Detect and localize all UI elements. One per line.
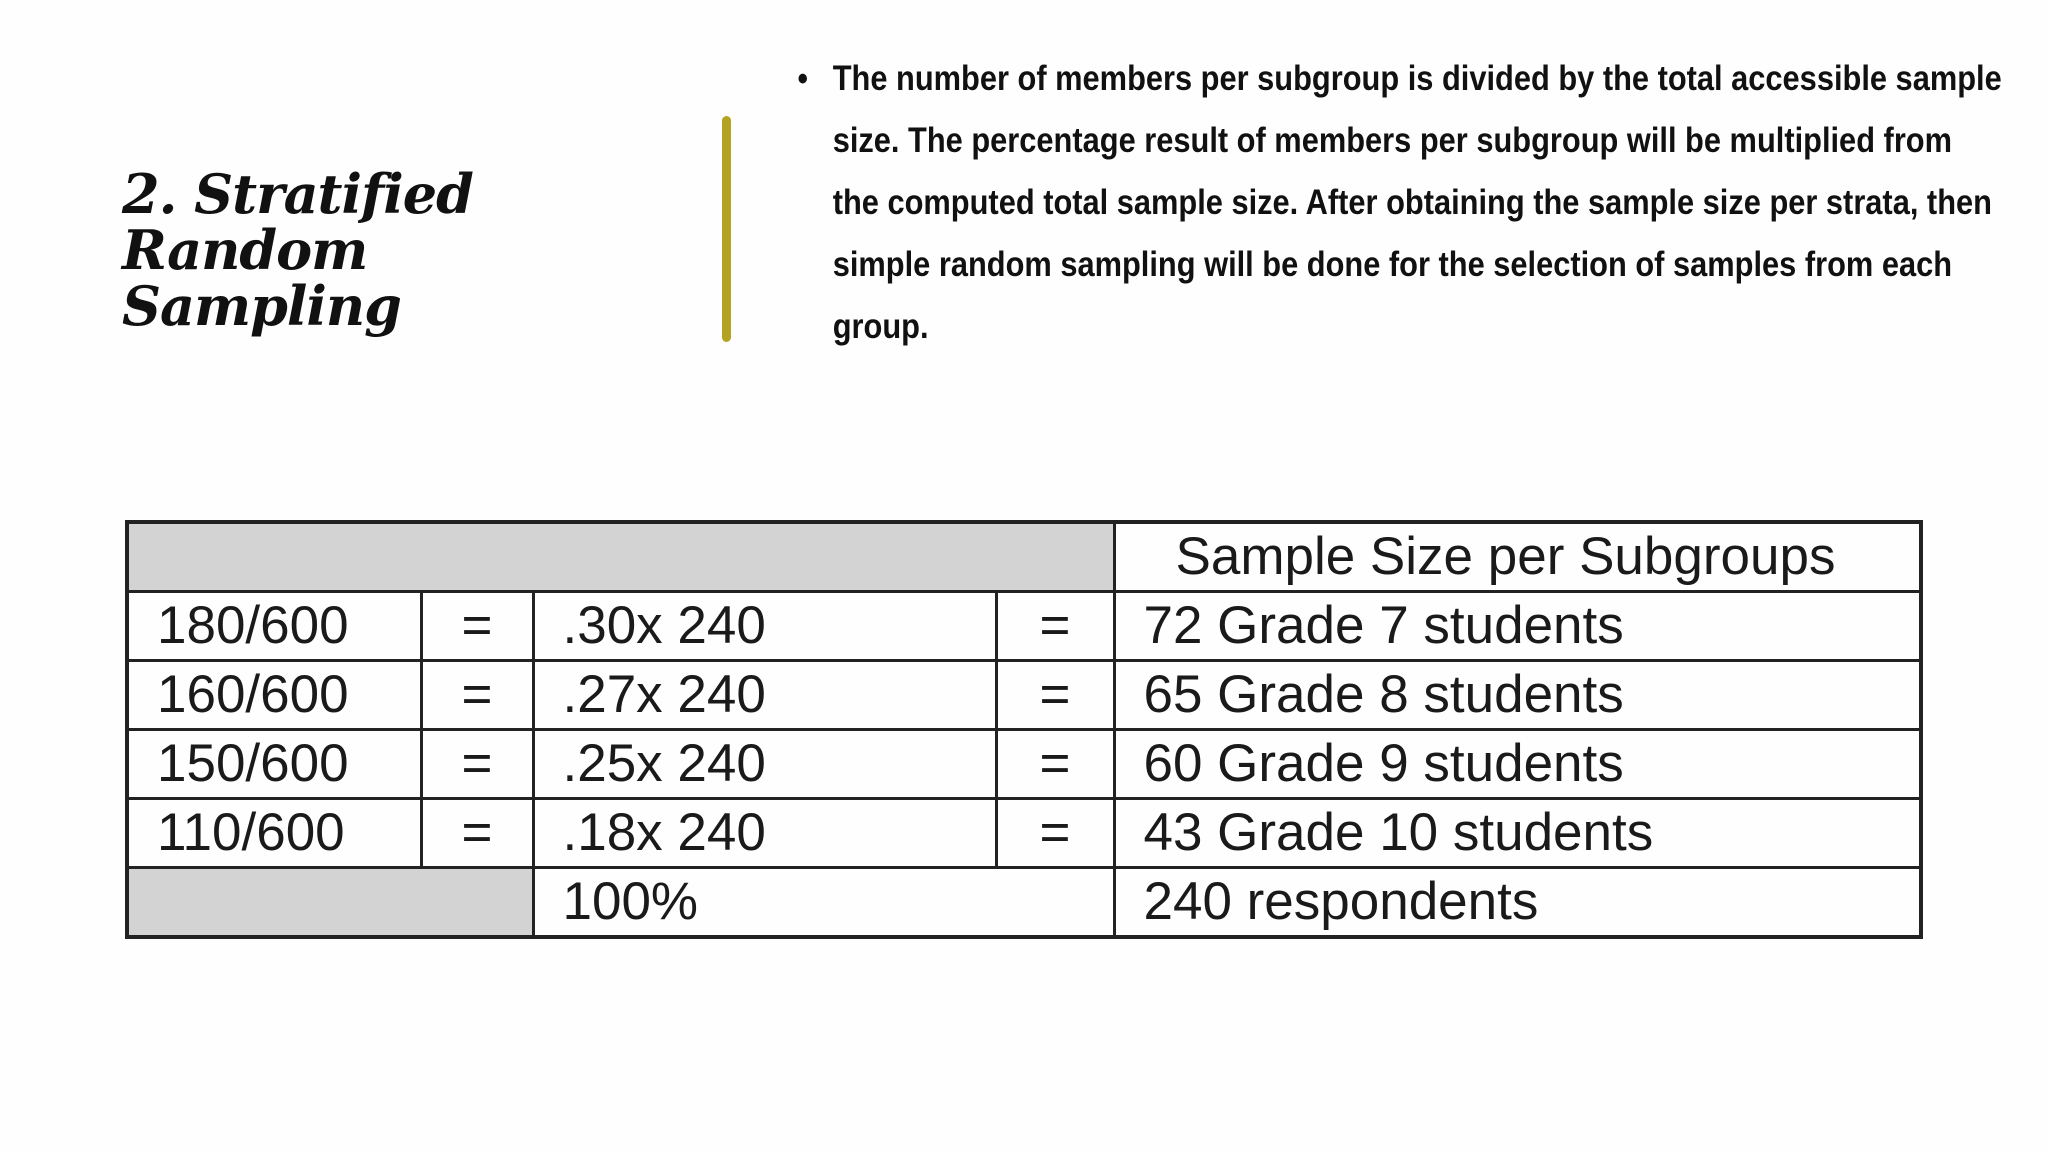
- calc-cell: .27x 240: [533, 661, 996, 730]
- equals-cell: =: [996, 799, 1114, 868]
- calc-cell: .25x 240: [533, 730, 996, 799]
- equals-cell: =: [996, 592, 1114, 661]
- bullet-list: [794, 48, 2002, 358]
- table-row: [127, 799, 1921, 868]
- result-cell: 72 Grade 7 students: [1114, 592, 1921, 661]
- sample-size-table: [125, 520, 1923, 939]
- title-divider: [722, 116, 731, 342]
- table-header-row: [127, 522, 1921, 592]
- result-cell: 65 Grade 8 students: [1114, 661, 1921, 730]
- fraction-cell: 110/600: [127, 799, 421, 868]
- table-row: [127, 592, 1921, 661]
- header-blank-cell: [127, 522, 1114, 592]
- table-total-row: [127, 868, 1921, 938]
- equals-cell: =: [421, 730, 533, 799]
- header-cell: Sample Size per Subgroups: [1114, 522, 1921, 592]
- total-blank-cell: [127, 868, 533, 938]
- fraction-cell: 150/600: [127, 730, 421, 799]
- slide-title: 2. Stratified Random Sampling: [122, 162, 473, 338]
- total-percent-cell: 100%: [533, 868, 1114, 938]
- equals-cell: =: [421, 592, 533, 661]
- fraction-cell: 180/600: [127, 592, 421, 661]
- result-cell: 60 Grade 9 students: [1114, 730, 1921, 799]
- bullet-item: [794, 48, 2003, 358]
- table-row: [127, 730, 1921, 799]
- equals-cell: =: [421, 799, 533, 868]
- equals-cell: =: [996, 730, 1114, 799]
- calc-cell: .18x 240: [533, 799, 996, 868]
- bullet-text: The number of members per subgroup is divided by the total accessible sample size. The percentage result of members per subgroup will be multiplied from the computed total sample size. After obtaining the sample size per strata, then simple random sampling will be done for the selection of samples from each group.: [832, 59, 2002, 346]
- fraction-cell: 160/600: [127, 661, 421, 730]
- result-cell: 43 Grade 10 students: [1114, 799, 1921, 868]
- bullet-dot-icon: •: [797, 60, 808, 98]
- calc-cell: .30x 240: [533, 592, 996, 661]
- total-result-cell: 240 respondents: [1114, 868, 1921, 938]
- equals-cell: =: [421, 661, 533, 730]
- equals-cell: =: [996, 661, 1114, 730]
- table-row: [127, 661, 1921, 730]
